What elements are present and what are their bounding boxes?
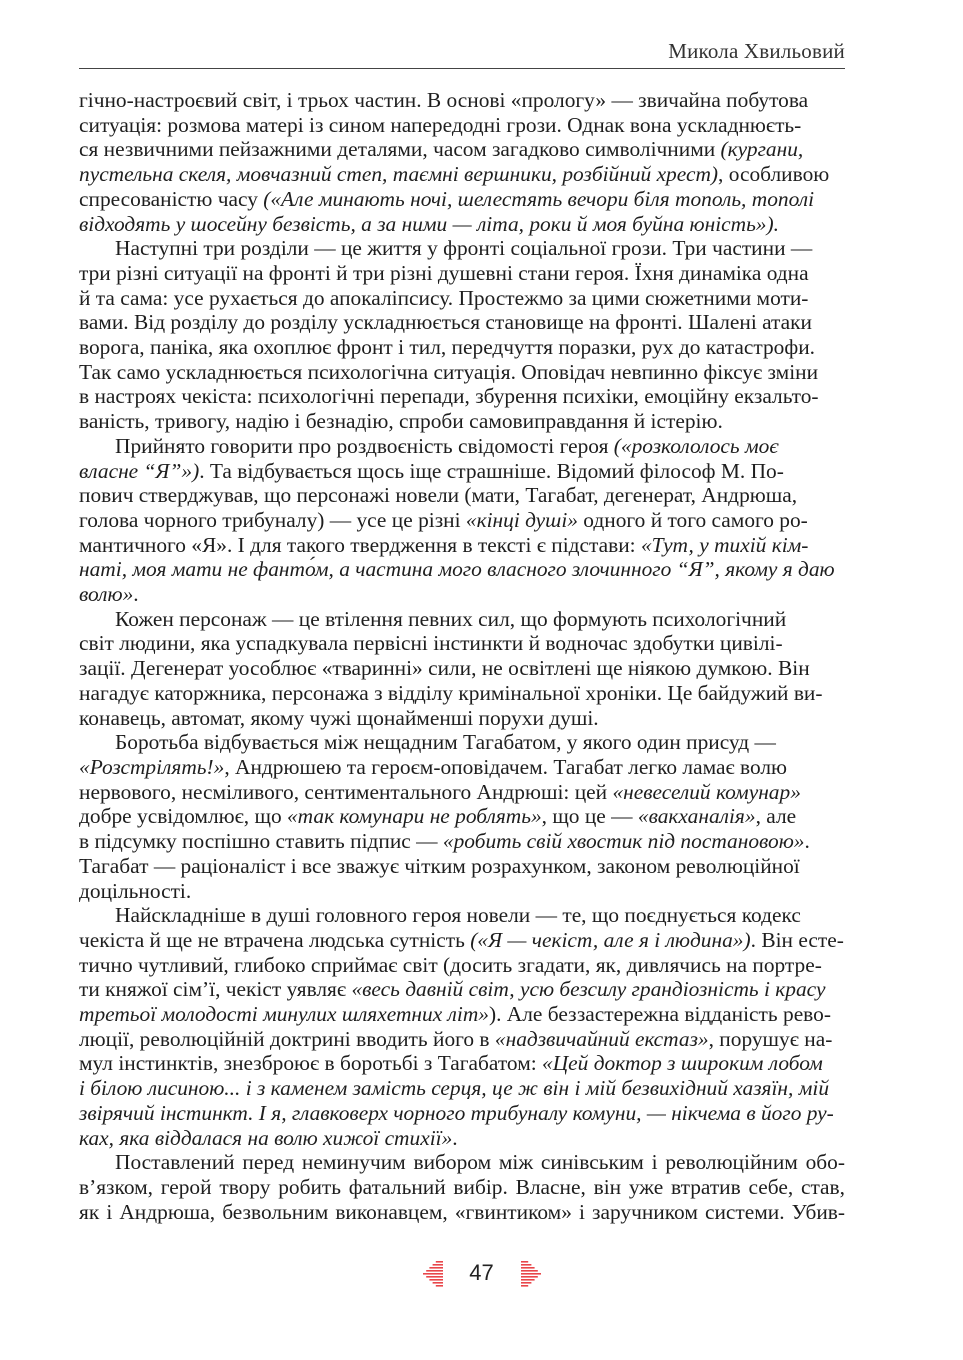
text-run: спресованістю часу — [79, 186, 264, 211]
text-run: й та сама: усе рухається до апокаліпсису. Простежмо за цими сюжетними моти- — [79, 285, 809, 310]
text-run: в’язком, герой твору робить фатальний вибір. Власне, він уже втратив себе, став, — [79, 1174, 845, 1199]
dash-mark — [429, 1279, 443, 1281]
italic-quote: і білою лисиною... і з каменем замість серця, це ж він і мій безвихідний хазяїн, мій — [79, 1076, 830, 1101]
italic-quote: «Тут, у тихій кім- — [640, 532, 809, 557]
dash-mark — [435, 1261, 442, 1263]
text-run: Тагабат — раціоналіст і все зважує чітким розрахунком, законом революційної — [79, 853, 800, 878]
dash-mark — [432, 1264, 442, 1266]
italic-quote: «Розстрілять!» — [79, 754, 225, 779]
paragraph — [79, 434, 845, 607]
dash-mark — [521, 1285, 528, 1287]
italic-quote: власне “Я”») — [79, 458, 200, 483]
italic-quote: «надзвичайний екстаз» — [494, 1026, 709, 1051]
text-run: Кожен персонаж — це втілення певних сил, що формують психологічний — [115, 606, 787, 631]
text-run: нагадує каторжника, персонажа з відділу кримінальної хроніки. Це байдужий ви- — [79, 680, 823, 705]
text-run: мантичного «Я». І для такого твердження в тексті є підстави: — [79, 532, 641, 557]
text-run: , але — [755, 804, 797, 829]
italic-quote: «робить свій хвостик під постановою» — [442, 829, 805, 854]
text-run: чекіста й ще не втрачена людська сутність — [79, 927, 471, 952]
italic-quote: наті, моя мати не фанто́м, а частина мого власного злочинного “Я”, якому я даю — [79, 557, 835, 582]
text-run: . — [804, 829, 810, 854]
dash-mark — [521, 1273, 541, 1275]
dash-mark — [435, 1285, 442, 1287]
italic-quote: третьої молодості минулих шляхетних літ» — [79, 1002, 489, 1027]
text-run: в підсумку поспішно ставить підпис — — [79, 829, 443, 854]
text-run: . — [452, 1125, 458, 1150]
text-run: три різні ситуації на фронті й три різні душевні стани героя. Їхня динаміка одна — [79, 260, 809, 285]
text-run: . Він есте- — [750, 927, 844, 952]
text-run: конавець, автомат, якому чужі щонайменші порухи душі. — [79, 705, 599, 730]
italic-quote: «так комунари не роблять» — [286, 804, 542, 829]
italic-quote: відходять у шосейну безвість, а за ними — літа, роки й моя буйна юність»). — [79, 211, 779, 236]
text-run: , порушує на- — [708, 1026, 833, 1051]
dash-mark — [432, 1282, 442, 1284]
text-run: Боротьба відбувається між нещадним Тагабатом, у якого один присуд — — [115, 730, 776, 755]
text-run: ти княжої сім’ї, чекіст уявляє — [79, 977, 352, 1002]
text-run: зації. Дегенерат уособлює «тваринні» сили, не освітлені ще ніякою думкою. Він — [79, 656, 810, 681]
italic-quote: звірячий інстинкт. І я, главковерх чорного трибуналу комуни, — нікчема в його ру- — [79, 1100, 834, 1125]
text-run: Поставлений перед неминучим вибором між синівським і революційним обо- — [115, 1150, 845, 1175]
text-run: одного й того самого ро- — [577, 507, 808, 532]
paragraph — [79, 88, 845, 236]
italic-quote: «невеселий комунар» — [612, 779, 801, 804]
italic-quote: («Я — чекіст, але я і людина») — [470, 927, 751, 952]
text-run: світ людини, яка успадкувала первісні інстинкти й водночас здобутки цивілі- — [79, 631, 783, 656]
text-run: добре усвідомлює, що — [79, 804, 287, 829]
paragraph — [79, 236, 845, 434]
dash-mark — [426, 1276, 443, 1278]
text-run: Найскладніше в душі головного героя новели — те, що поєднується кодекс — [115, 903, 801, 928]
text-run: ся незвичними пейзажними деталями, часом загадково символічними — [79, 137, 721, 162]
text-run: . — [133, 582, 139, 607]
text-run: нервового, несміливого, сентиментального Андрюші: цей — [79, 779, 613, 804]
dash-mark — [426, 1270, 443, 1272]
text-run: люції, революційній доктрині вводить його в — [79, 1026, 495, 1051]
text-run: ситуація: розмова матері із сином напередодні грози. Однак вона ускладнюєть- — [79, 112, 802, 137]
text-run: , особливою — [718, 162, 830, 187]
text-run: гічно-настроєвий світ, і трьох частин. В основі «прологу» — звичайна побутова — [79, 88, 809, 112]
text-run: , Андрюшею та героєм-оповідачем. Тагабат легко ламає волю — [224, 754, 788, 779]
italic-quote: «вакханалія» — [637, 804, 756, 829]
text-run: ворога, паніка, яка охоплює фронт і тил, передчуття поразки, рух до катастрофи. — [79, 335, 816, 360]
italic-quote: («Але минають ночі, шелестять вечори біля тополь, тополі — [263, 186, 815, 211]
italic-quote: ках, яка віддалася на волю хижої стихії» — [79, 1125, 453, 1150]
italic-quote: пустельна скеля, мовчазний степ, таємні вершники, розбійний хрест) — [79, 162, 719, 187]
dash-mark — [521, 1276, 538, 1278]
text-run: Наступні три розділи — це життя у фронті соціальної грози. Три частини — — [115, 236, 813, 261]
dash-mark — [521, 1279, 535, 1281]
dash-mark — [429, 1267, 443, 1269]
italic-quote: (кургани, — [720, 137, 804, 162]
text-run: мул інстинктів, знезброює в боротьбі з Тагабатом: — [79, 1051, 543, 1076]
dash-mark — [423, 1273, 443, 1275]
dash-mark — [521, 1261, 528, 1263]
paragraph — [79, 730, 845, 903]
dash-mark — [521, 1282, 531, 1284]
text-run: , що це — — [541, 804, 638, 829]
italic-quote: («розкололось моє — [613, 433, 779, 458]
text-run: тично чутливий, глибоко сприймає світ (досить згадати, як, дивлячись на портре- — [79, 952, 822, 977]
dash-mark — [521, 1267, 535, 1269]
text-run: в настроях чекіста: психологічні перепади, збурення психіки, емоційну екзальто- — [79, 384, 819, 409]
paragraph — [79, 903, 845, 1150]
paragraph — [79, 1150, 845, 1224]
italic-quote: «Цей доктор з широким лобом — [542, 1051, 823, 1076]
body-text — [79, 88, 845, 1224]
dash-mark — [521, 1270, 538, 1272]
italic-quote: волю» — [79, 582, 134, 607]
text-run: ). Але беззастережна відданість рево- — [488, 1002, 831, 1027]
page-number: 47 — [469, 1260, 494, 1285]
dash-mark — [521, 1264, 531, 1266]
text-run: доцільності. — [79, 878, 192, 903]
text-run: як і Андрюша, безвольним виконавцем, «гвинтиком» і заручником системи. Убив- — [79, 1199, 845, 1224]
text-run: вами. Від розділу до розділу ускладнюється становище на фронті. Шалені атаки — [79, 310, 813, 335]
running-head — [79, 38, 845, 69]
italic-quote: «кінці душі» — [465, 507, 578, 532]
right-dash-ornament-icon — [521, 1259, 543, 1287]
text-run: ваність, тривогу, надію і безнадію, спроби самовиправдання й істерію. — [79, 409, 723, 434]
author-name: Микола Хвильовий — [668, 39, 845, 63]
text-run: . Та відбувається щось іще страшніше. Відомий філософ М. По- — [199, 458, 784, 483]
text-run: голова чорного трибуналу) — усе це різні — [79, 507, 466, 532]
page-folio — [0, 1257, 963, 1289]
italic-quote: «весь давній світ, усю безсилу грандіозність і красу — [351, 977, 826, 1002]
paragraph — [79, 607, 845, 731]
text-run: Так само ускладнюється психологічна ситуація. Оповідач невпинно фіксує зміни — [79, 359, 819, 384]
text-run: пович стверджував, що персонажі новели (мати, Тагабат, дегенерат, Андрюша, — [79, 483, 798, 508]
left-dash-ornament-icon — [421, 1259, 443, 1287]
text-run: Прийнято говорити про роздвоєність свідомості героя — [115, 433, 614, 458]
